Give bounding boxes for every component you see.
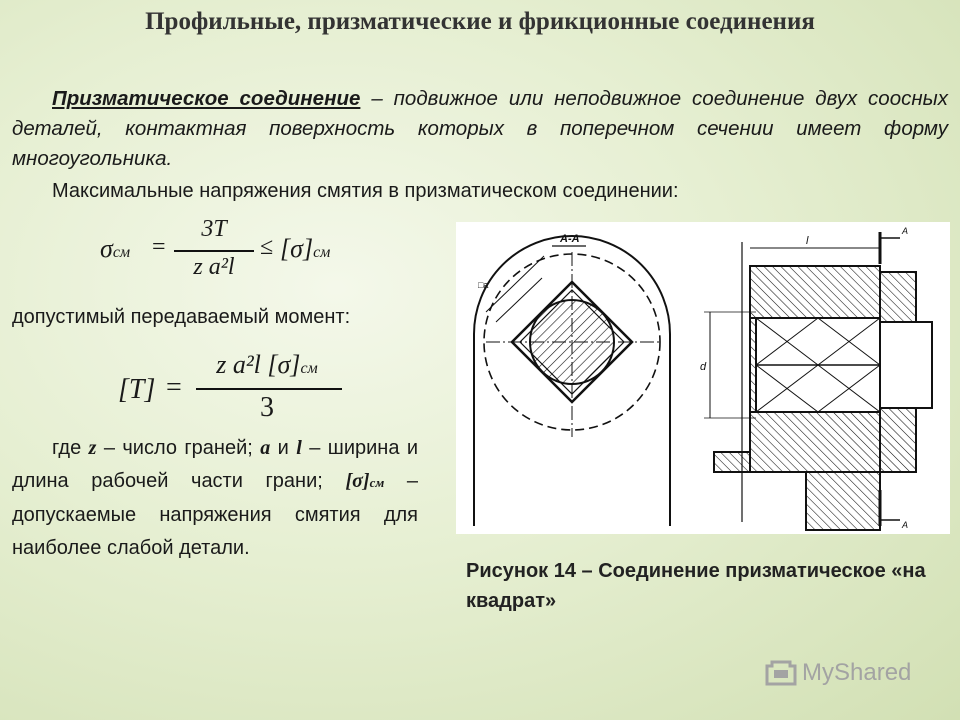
technical-drawing — [456, 222, 950, 534]
formula-crushing-stress — [100, 218, 340, 288]
hub-top — [750, 266, 880, 318]
legend-and: и — [277, 437, 289, 459]
definition-text: подвижное или неподвижное соединение двух соосных деталей, контактная поверхность которых в поперечном сечении имеет форму многоугольника. — [12, 87, 948, 170]
base-plate — [806, 472, 880, 530]
section-mark-top: A — [902, 226, 909, 236]
f1-allowable: [σ] — [280, 234, 314, 263]
cross-section-view — [474, 233, 670, 526]
torque-intro: допустимый передаваемый момент: — [12, 306, 351, 328]
f2-denominator: 3 — [260, 392, 274, 423]
figure-caption: Рисунок 14 – Соединение призматическое «на квадрат» — [466, 560, 926, 612]
f2-numerator: z a²l [σ] — [216, 350, 301, 379]
dimension-a-label: □a — [478, 280, 489, 290]
f2-lhs: [T] — [118, 374, 156, 405]
watermark-text: MyShared — [802, 659, 912, 686]
f2-equals: = — [166, 372, 182, 403]
variable-legend — [12, 432, 418, 565]
watermark — [764, 658, 911, 688]
legend-width-length-text: – ширина и длина рабочей части грани; — [12, 437, 419, 492]
f1-fraction-line — [174, 250, 254, 252]
drawing-svg — [456, 222, 950, 534]
stress-intro: Максимальные напряжения смятия в призматическом соединении: — [52, 180, 679, 202]
symbol-a: a — [260, 437, 271, 459]
legend-word-where: где — [52, 437, 82, 459]
f1-allowable-sub: см — [313, 244, 331, 261]
f2-numerator-sub: см — [300, 360, 318, 377]
legend-allowable-text: – допускаемые напряжения смятия для наиболее слабой детали. — [12, 470, 418, 559]
slide-title: Профильные, призматические и фрикционные соединения — [145, 8, 815, 35]
symbol-sigma-sub: см — [369, 475, 385, 490]
longitudinal-view — [700, 226, 932, 530]
hub-bottom — [750, 412, 880, 472]
definition-dash: – — [371, 87, 383, 110]
f1-sigma: σ — [100, 234, 113, 263]
term-prismatic-connection: Призматическое соединение — [52, 87, 361, 110]
f1-equals: = — [152, 234, 166, 260]
section-mark-bottom: A — [902, 520, 909, 530]
symbol-l: l — [296, 437, 302, 459]
symbol-sigma — [345, 470, 384, 492]
f1-denominator: z a²l — [193, 254, 235, 280]
shaft-end — [880, 322, 932, 408]
dimension-l-label: l — [806, 235, 809, 247]
section-label: А-А — [560, 233, 580, 245]
myshared-logo-icon — [764, 658, 798, 688]
f1-numerator: 3T — [201, 216, 227, 242]
f1-leq: ≤ — [260, 234, 274, 260]
definition-paragraph — [12, 84, 948, 174]
symbol-sigma-main: [σ] — [345, 470, 370, 492]
f1-sigma-sub: см — [112, 244, 131, 261]
formula-allowable-torque — [118, 350, 358, 430]
f2-fraction-line — [196, 388, 342, 390]
dimension-d-label: d — [700, 361, 707, 373]
symbol-z: z — [88, 437, 97, 459]
legend-faces-text: – число граней; — [103, 437, 253, 459]
